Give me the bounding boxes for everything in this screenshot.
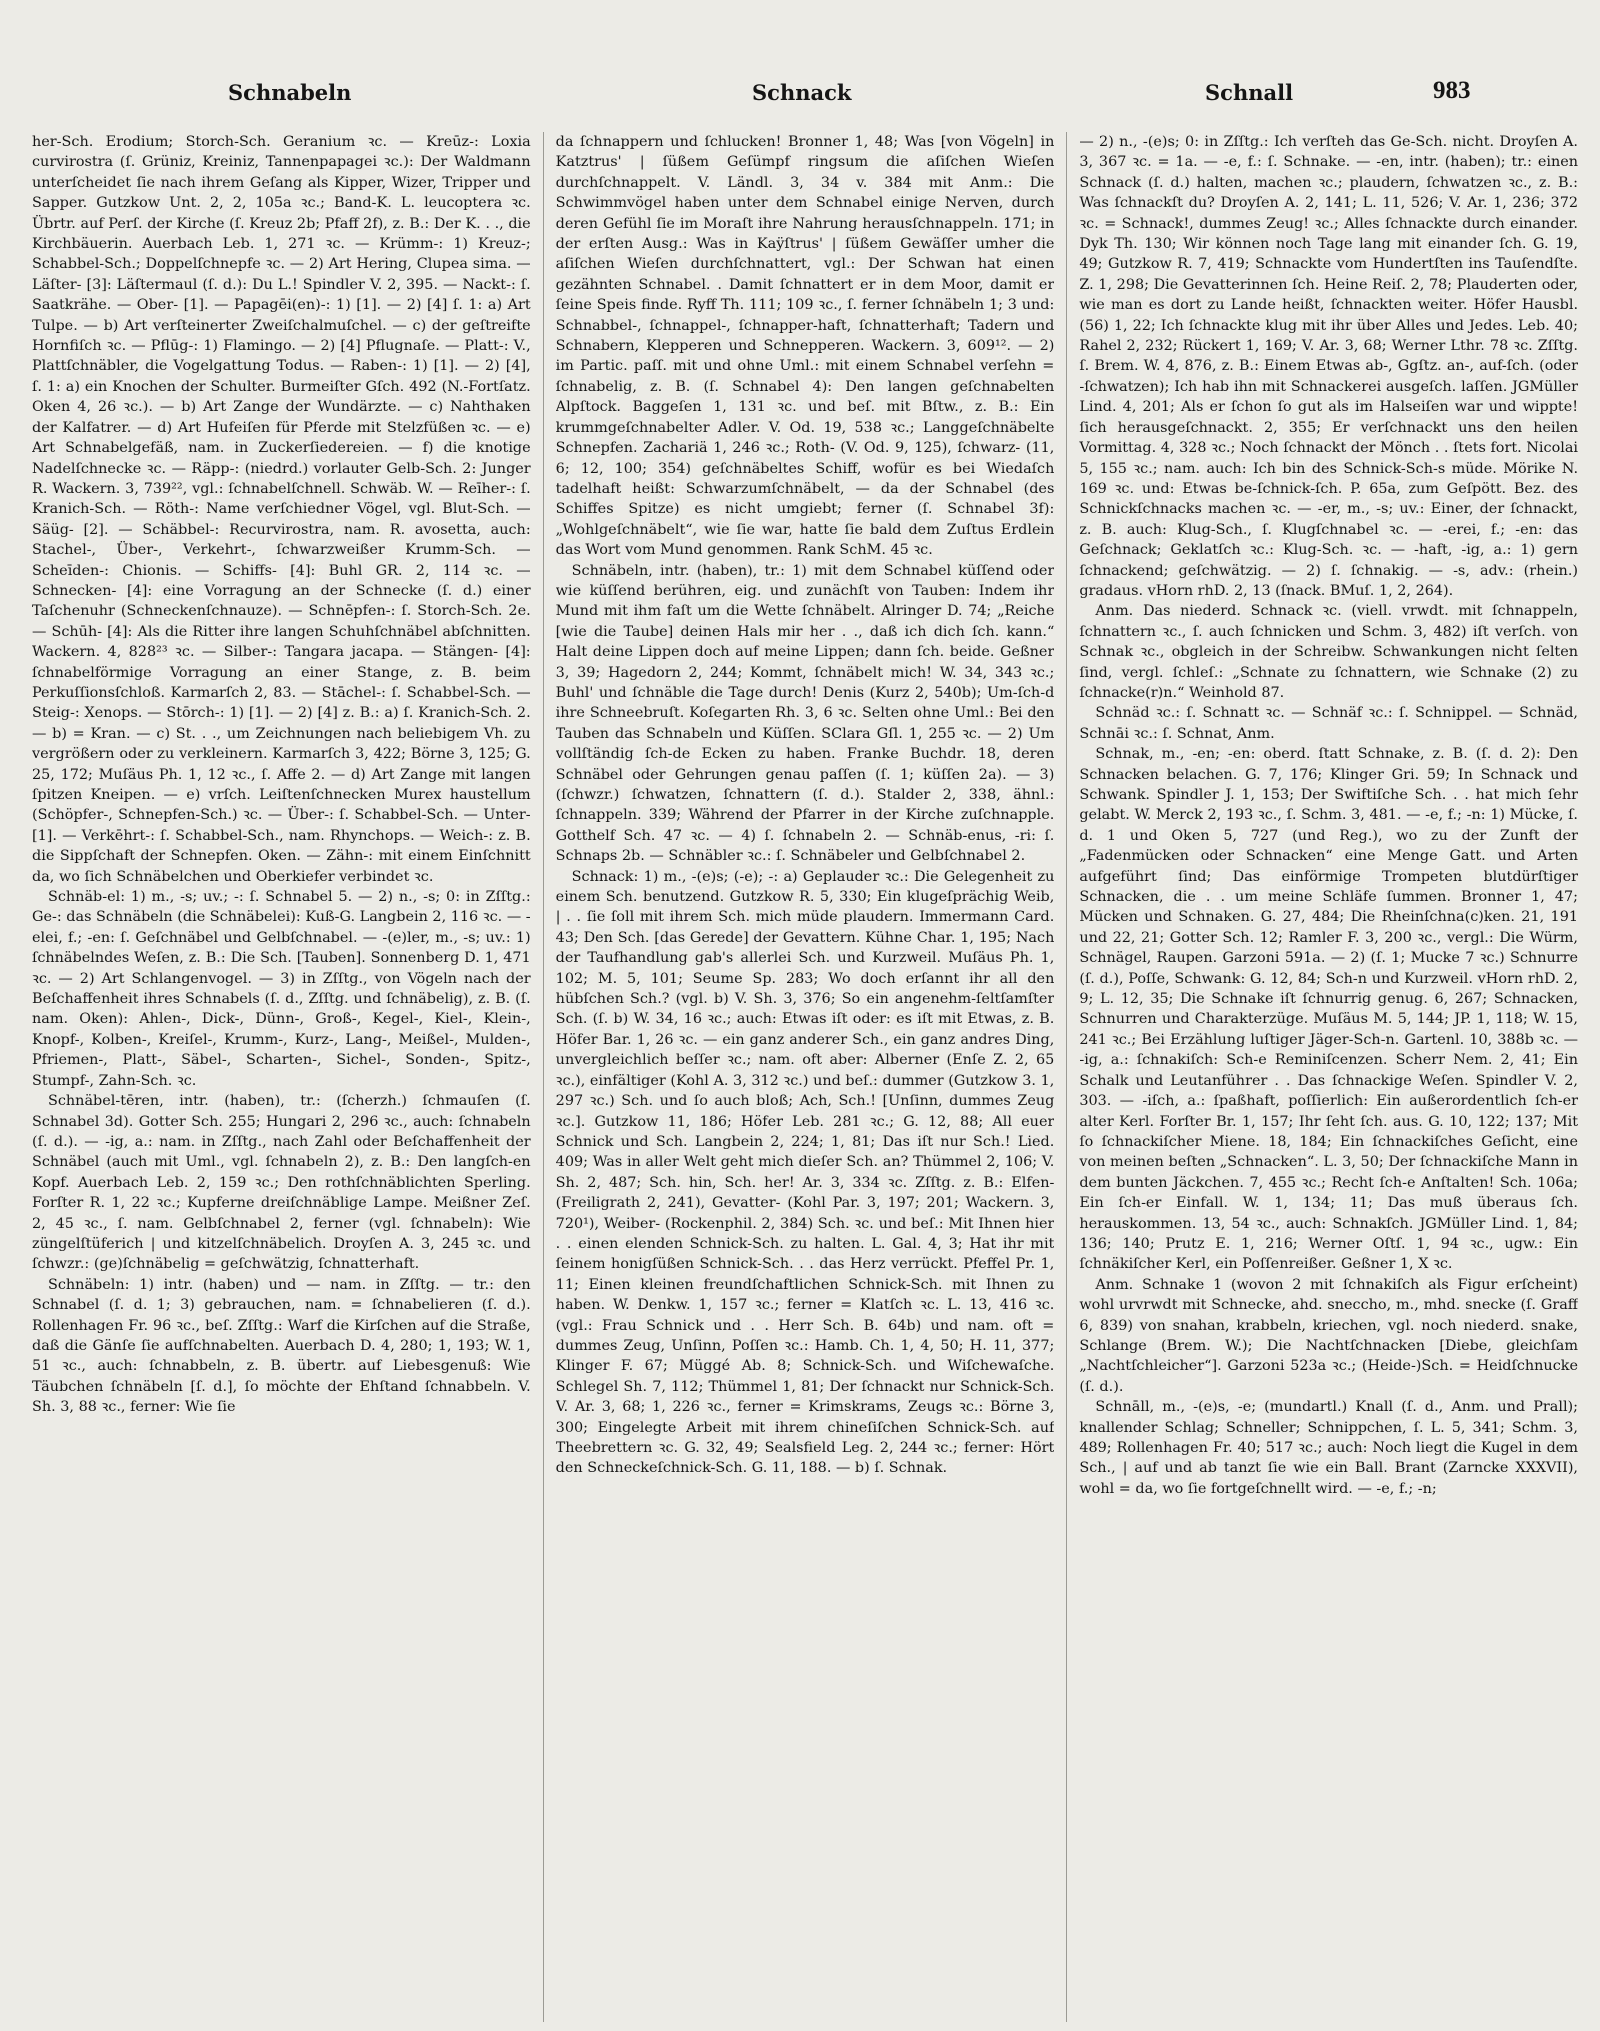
left-running-headword: Schnabeln [228,80,352,105]
column-divider [543,132,544,2022]
entry-paragraph: da ſchnappern und ſchlucken! Bronner 1, 48; Was [von Vögeln] in Katztrus' | ſüßem Geſümpf ringsum die aſiſchen Wieſen durchſchnappelt. V. Ländl. 3, 34 v. 384 mit Anm.: Die Schwimmvögel haben unter dem Schnabel einige Nerven, durch deren Gefühl ſie im Moraſt ihre Nahrung herausſchnappeln. 171; in der erſten Ausg.: Was in Kaÿſtrus' | ſüßem Gewäſſer umher die aſiſchen Wieſen durchſchnattert, vgl.: Der Schwan hat einen gezähnten Schnabel. . Damit ſchnattert er in dem Moor, damit er ſeine Speis finde. Ryff Th. 111; 109 ꝛc., ſ. ferner ſchnäbeln 1; 3 und: Schnabbel-, ſchnappel-, ſchnapper-haft, ſchnatterhaft; Tadern und Schnabern, Klepperen und Schnepperen. Wackern. 3, 609¹². — 2) im Partic. paſſ. mit und ohne Uml.: mit einem Schnabel verſehn = ſchnabelig, z. B. (ſ. Schnabel 4): Den langen geſchnabelten Alpſtock. Baggeſen 1, 131 ꝛc. und beſ. mit Bſtw., z. B.: Ein krummgeſchnabelter Adler. V. Od. 19, 538 ꝛc.; Langgeſchnäbelte Schnepfen. Zachariä 1, 246 ꝛc.; Roth- (V. Od. 9, 125), ſchwarz- (11, 6; 12, 100; 354) geſchnäbeltes Schiff, wofür es bei Wiedaſch tadelhaft heißt: Schwarzumſchnäbelt, — da der Schnabel (des Schiffes Spitze) es nicht umgiebt; ferner (ſ. Schnabel 3f): „Wohlgeſchnäbelt“, wie ſie war, hatte ſie bald dem Zuſtus Erdlein das Wort vom Mund genommen. Rank SchM. 45 ꝛc. [555,134,1055,559]
entry-paragraph: Anm. Das niederd. Schnack ꝛc. (viell. vrwdt. mit ſchnappeln, ſchnattern ꝛc., ſ. auch ſchnicken und Schm. 3, 482) iſt verſch. von Schnak ꝛc., obgleich in der Schreibw. Schwankungen nicht ſelten ſind, vergl. ſchleſ.: „Schnate zu ſchnattern, wie Schnake (2) zu ſchnacke(r)n.“ Weinhold 87. [1079,603,1579,701]
entry-paragraph: Anm. Schnake 1 (wovon 2 mit ſchnakiſch als Figur erſcheint) wohl urvrwdt mit Schnecke, ahd. snecchо, m., mhd. snecke (ſ. Graff 6, 839) von snahan, krabbeln, kriechen, vgl. noch niederd. snake, Schlange (Brem. W.); Die Nachtſchnacken [Diebe, gleichſam „Nachtſchleicher“]. Garzoni 523a ꝛc.; (Heide-)Sch. = Heidſchnucke (ſ. d.). [1079,1276,1579,1395]
entry-paragraph: Schnak, m., -en; -en: oberd. ſtatt Schnake, z. B. (ſ. d. 2): Den Schnacken belachen. G. 7, 176; Klinger Gri. 59; In Schnack und Schwank. Spindler J. 1, 153; Der Swiftiſche Sch. . . hat mich ſehr gelabt. W. Merck 2, 193 ꝛc., ſ. Schm. 3, 481. — -e, f.; -n: 1) Mücke, ſ. d. 1 und Oken 5, 727 (und Reg.), wo zu der Zunft der „Fadenmücken oder Schnacken“ eine Menge Gatt. und Arten aufgeführt ſind; Das einförmige Trompeten blutdürſtiger Schnacken, die . . um meine Schläfe ſummen. Bronner 1, 47; Mücken und Schnaken. G. 27, 484; Die Rheinſchna(c)ken. 21, 191 und 22, 21; Gotter Sch. 12; Ramler F. 3, 200 ꝛc., vergl.: Die Würm, Schnägel, Raupen. Garzoni 591a. — 2) (ſ. 1; Mucke 7 ꝛc.) Schnurre (ſ. d.), Poſſe, Schwank: G. 12, 84; Sch-n und Kurzweil. vHorn rhD. 2, 9; L. 12, 35; Die Schnake iſt ſchnurrig genug. 6, 267; Schnacken, Schnurren und Charakterzüge. Muſäus M. 5, 144; JP. 1, 118; W. 15, 241 ꝛc.; Bei Erzählung luſtiger Jäger-Sch-n. Gartenl. 10, 388b ꝛc. — -ig, a.: ſchnakiſch: Sch-e Reminiſcenzen. Scherr Nem. 2, 41; Ein Schalk und Leutanführer . . Das ſchnackige Weſen. Spindler V. 2, 303. — -iſch, a.: ſpaßhaft, poſſierlich: Ein außerordentlich ſch-er alter Kerl. Forſter Br. 1, 157; Ihr ſeht ſch. aus. G. 10, 122; 137; Mit ſo ſchnackiſcher Miene. 18, 184; Ein ſchnackiſches Geſicht, eine von meinen beſten „Schnacken“. L. 3, 50; Der ſchnackiſche Mann in dem bunten Jäckchen. 7, 455 ꝛc.; Recht ſch-e Anſtalten! Sch. 106a; Ein ſch-er Einfall. W. 1, 134; 11; Das muß überaus ſch. herauskommen. 13, 54 ꝛc., auch: Schnakſch. JGMüller Lind. 1, 84; 136; 140; Prutz E. 1, 216; Werner Oſtſ. 1, 94 ꝛc., ugw.: Ein ſchnäkiſcher Kerl, ein Poſſenreißer. Geßner 1, X ꝛc. [1079,746,1579,1273]
center-running-headword: Schnack [752,80,852,105]
page-number: 983 [1433,77,1471,104]
entry-paragraph: — 2) n., -(e)s; 0: in Zſſtg.: Ich verſteh das Ge-Sch. nicht. Droyſen A. 3, 367 ꝛc. = 1a. — -e, f.: ſ. Schnake. — -en, intr. (haben); tr.: einen Schnack (ſ. d.) halten, machen ꝛc.; plaudern, ſchwatzen ꝛc., z. B.: Was ſchnackſt du? Droyſen A. 2, 141; L. 11, 526; V. Ar. 1, 236; 372 ꝛc. = Schnack!, dummes Zeug! ꝛc.; Alles ſchnackte durch einander. Dyk Th. 130; Wir können noch Tage lang mit einander ſch. G. 19, 49; Gutzkow R. 7, 419; Schnackte vom Hundertſten ins Tauſendſte. Z. 1, 298; Die Gevatterinnen ſch. Heine Reiſ. 2, 78; Plauderten oder, wie man es dort zu Lande heißt, ſchnackten weiter. Höfer Hausbl. (56) 1, 22; Ich ſchnackte klug mit ihr über Alles und Jedes. Leb. 40; Rahel 2, 232; Rückert 1, 169; V. Ar. 3, 68; Werner Lthr. 78 ꝛc. Zſſtg. ſ. Brem. W. 4, 876, z. B.: Einem Etwas ab-, Ggſtz. an-, auf-ſch. (oder -ſchwatzen); Ich hab ihn mit Schnackerei ausgeſch. laſſen. JGMüller Lind. 4, 201; Als er ſchon ſo gut als im Halseiſen war und wippte! ſich herausgeſchnackt. 2, 355; Er verſchnackt uns den heilen Vormittag. 4, 328 ꝛc.; Noch ſchnackt der Mönch . . ſtets fort. Nicolai 5, 155 ꝛc.; nam. auch: Ich bin des Schnick-Sch-s müde. Mörike N. 169 ꝛc. und: Etwas be-ſchnick-ſch. P. 65a, zum Geſpött. Bez. des Schnickſchnacks machen ꝛc. — -er, m., -s; uv.: Einer, der ſchnackt, z. B. auch: Klug-Sch., ſ. Klugſchnabel ꝛc. — -erei, f.; -en: das Geſchnack; Geklatſch ꝛc.: Klug-Sch. ꝛc. — -haft, -ig, a.: 1) gern ſchnackend; geſchwätzig. — 2) ſ. ſchnakig. — -s, adv.: (rhein.) gradaus. vHorn rhD. 2, 13 (ſnack. BMuſ. 1, 2, 264). [1079,134,1579,599]
right-running-headword: Schnall [1205,80,1294,105]
entry-paragraph: Schnäbeln: 1) intr. (haben) und — nam. in Zſſtg. — tr.: den Schnabel (ſ. d. 1; 3) gebrauchen, nam. = ſchnabelieren (ſ. d.). Rollenhagen Fr. 96 ꝛc., beſ. Zſſtg.: Warf die Kirſchen auf die Straße, daß die Gänſe ſie aufſchnabelten. Auerbach D. 4, 280; 1, 193; W. 1, 51 ꝛc., auch: ſchnabbeln, z. B. übertr. auf Liebesgenuß: Wie Täubchen ſchnäbeln [ſ. d.], ſo möchte der Ehſtand ſchnabbeln. V. Sh. 3, 88 ꝛc., ferner: Wie ſie [32,1276,531,1416]
entry-paragraph: Schnāll, m., -(e)s, -e; (mundartl.) Knall (ſ. d., Anm. und Prall); knallender Schlag; Schneller; Schnippchen, ſ. L. 5, 341; Schm. 3, 489; Rollenhagen Fr. 40; 517 ꝛc.; auch: Noch liegt die Kugel in dem Sch., | auf und ab tanzt ſie wie ein Ball. Brant (Zarncke XXXVII), wohl = da, wo ſie fortgeſchnellt wird. — -e, f.; -n; [1079,1399,1579,1497]
text-columns [32,132,1578,2022]
running-head [0,77,1600,110]
entry-paragraph: Schnäb-el: 1) m., -s; uv.; -: ſ. Schnabel 5. — 2) n., -s; 0: in Zſſtg.: Ge-: das Schnäbeln (die Schnäbelei): Kuß-G. Langbein 2, 116 ꝛc. — -elei, f.; -en: ſ. Geſchnäbel und Gelbſchnabel. — -(e)ler, m., -s; uv.: 1) ſchnäbelndes Weſen, z. B.: Die Sch. [Tauben]. Sonnenberg D. 1, 471 ꝛc. — 2) Art Schlangenvogel. — 3) in Zſſtg., von Vögeln nach der Beſchaffenheit ihres Schnabels (ſ. d., Zſſtg. und ſchnäbelig), z. B. (ſ. nam. Oken): Ahlen-, Dick-, Dünn-, Groß-, Kegel-, Kiel-, Klein-, Knopf-, Kolben-, Kreiſel-, Krumm-, Kurz-, Lang-, Meißel-, Mulden-, Pfriemen-, Platt-, Säbel-, Scharten-, Sichel-, Sonden-, Spitz-, Stumpf-, Zahn-Sch. ꝛc. [32,889,531,1089]
entry-paragraph: Schnäbel-tēren, intr. (haben), tr.: (ſcherzh.) ſchmauſen (ſ. Schnabel 3d). Gotter Sch. 255; Hungari 2, 296 ꝛc., auch: ſchnabeln (ſ. d.). — -ig, a.: nam. in Zſſtg., nach Zahl oder Beſchaffenheit der Schnäbel (auch mit Uml., vgl. ſchnabeln 2), z. B.: Den langſch-en Kopf. Auerbach Leb. 2, 159 ꝛc.; Den rothſchnäblichten Sperling. Forſter R. 1, 22 ꝛc.; Kupferne dreiſchnäblige Lampe. Meißner Zeſ. 2, 45 ꝛc., ſ. nam. Gelbſchnabel 2, ferner (vgl. ſchnabeln): Wie züngelſtüferich | und kitzelſchnäbelich. Droyſen A. 3, 245 ꝛc. und ſchwzr.: (ge)ſchnäbelig = geſchwätzig, ſchnatterhaft. [32,1093,531,1273]
entry-paragraph: Schnack: 1) m., -(e)s; (-e); -: a) Geplauder ꝛc.: Die Gelegenheit zu einem Sch. benutzend. Gutzkow R. 5, 330; Ein klugeſprächig Weib, | . . ſie ſoll mit ihrem Sch. mich müde plaudern. Immermann Card. 43; Den Sch. [das Gerede] der Gevattern. Kühne Char. 1, 195; Nach der Taufhandlung gab's allerlei Sch. und Kurzweil. Muſäus Ph. 1, 102; M. 5, 101; Seume Sp. 283; Wo doch erſannt ihr all den hübſchen Sch.? (vgl. b) V. Sh. 3, 376; So ein angenehm-ſeltſamſter Sch. (ſ. b) W. 34, 16 ꝛc.; auch: Etwas iſt oder: es iſt mit Etwas, z. B. Höfer Bar. 1, 26 ꝛc. — ein ganz anderer Sch., ein ganz andres Ding, unvergleichlich beſſer ꝛc.; nam. oft aber: Alberner (Enſe Z. 2, 65 ꝛc.), einfältiger (Kohl A. 3, 312 ꝛc.) und beſ.: dummer (Gutzkow 3. 1, 297 ꝛc.) Sch. und ſo auch bloß; Ach, Sch.! [Unſinn, dummes Zeug ꝛc.]. Gutzkow 11, 186; Höfer Leb. 281 ꝛc.; G. 12, 88; All euer Schnick und Sch. Langbein 2, 224; 1, 81; Das iſt nur Sch.! Lied. 409; Was in aller Welt geht mich dieſer Sch. an? Thümmel 2, 106; V. Sh. 2, 487; Sch. hin, Sch. her! Ar. 3, 334 ꝛc. Zſſtg. z. B.: Elfen- (Freiligrath 2, 241), Gevatter- (Kohl Par. 3, 197; 201; Wackern. 3, 720¹), Weiber- (Rockenphil. 2, 384) Sch. ꝛc. und beſ.: Mit Ihnen hier . . einen elenden Schnick-Sch. zu halten. L. Gal. 4, 3; Hat ihr mit ſeinem honigſüßen Schnick-Sch. . . das Herz verrückt. Pfeffel Pr. 1, 11; Einen kleinen freundſchaftlichen Schnick-Sch. mit Ihnen zu haben. W. Denkw. 1, 157 ꝛc.; ferner = Klatſch ꝛc. L. 13, 416 ꝛc. (vgl.: Frau Schnick und . . Herr Sch. B. 64b) und nam. oft = dummes Zeug, Unſinn, Poſſen ꝛc.: Hamb. Ch. 1, 4, 50; H. 11, 377; Klinger F. 67; Müggé Ab. 8; Schnick-Sch. und Wiſchewaſche. Schlegel Sh. 7, 112; Thümmel 1, 81; Der ſchnackt nur Schnick-Sch. V. Ar. 3, 68; 1, 226 ꝛc., ferner = Krimskrams, Zeugs ꝛc.: Börne 3, 300; Eingelegte Arbeit mit ihrem chineſiſchen Schnick-Sch. auf Theebrettern ꝛc. G. 32, 49; Sealsfield Leg. 2, 244 ꝛc.; ferner: Hört den Schneckeſchnick-Sch. G. 11, 188. — b) ſ. Schnak. [555,868,1055,1477]
entry-paragraph: Schnäd ꝛc.: ſ. Schnatt ꝛc. — Schnäf ꝛc.: ſ. Schnippel. — Schnäd, Schnāi ꝛc.: ſ. Schnat, Anm. [1079,705,1579,742]
column-middle [556,132,1055,2022]
column-left [32,132,531,2022]
entry-paragraph: her-Sch. Erodium; Storch-Sch. Geranium ꝛc. — Kreūz-: Loxia curvirostra (ſ. Grüniz, Kreiniz, Tannenpapagei ꝛc.): Der Waldmann unterſcheidet ſie nach ihrem Geſang als Kipper, Wizer, Tripper und Sapper. Gutzkow Unt. 2, 2, 105a ꝛc.; Band-K. L. leucoptera ꝛc. Übrtr. auf Perſ. der Kirche (ſ. Kreuz 2b; Pfaff 2f), z. B.: Der K. . ., die Kirchbäuerin. Auerbach Leb. 1, 271 ꝛc. — Krümm-: 1) Kreuz-; Schabbel-Sch.; Doppelſchnepfe ꝛc. — 2) Art Hering, Clupea sima. — Läſter- [3]: Läſtermaul (ſ. d.): Du L.! Spindler V. 2, 395. — Nackt-: ſ. Saatkrähe. — Ober- [1]. — Papagēi(en)-: 1) [1]. — 2) [4] ſ. 1: a) Art Tulpe. — b) Art verſteinerter Zweiſchalmuſchel. — c) der geſtreifte Hornfiſch ꝛc. — Pflūg-: 1) Flamingo. — 2) [4] Pflugnaſe. — Platt-: V., Plattſchnäbler, die Vogelgattung Todus. — Raben-: 1) [1]. — 2) [4], ſ. 1: a) ein Knochen der Schulter. Burmeiſter Gſch. 492 (N.-Fortſatz. Oken 4, 26 ꝛc.). — b) Art Zange der Wundärzte. — c) Nahthaken der Kalfatrer. — d) Art Hufeiſen für Pferde mit Stelzfüßen ꝛc. — e) Art Schnabelgefäß, nam. in Zuckerſiedereien. — f) die knotige Nadelſchnecke ꝛc. — Räpp-: (niedrd.) vorlauter Gelb-Sch. 2: Junger R. Wackern. 3, 739²², vgl.: ſchnabelſchnell. Schwäb. W. — Reīher-: ſ. Kranich-Sch. — Röth-: Name verſchiedner Vögel, vgl. Blut-Sch. — Säüg- [2]. — Schäbbel-: Recurvirostra, nam. R. avosetta, auch: Stachel-, Über-, Verkehrt-, ſchwarzweißer Krumm-Sch. — Scheīden-: Chionis. — Schiffs- [4]: Buhl GR. 2, 114 ꝛc. — Schnecken- [4]: eine Vorragung an der Schnecke (ſ. d.) einer Taſchenuhr (Schneckenſchnauze). — Schnēpfen-: ſ. Storch-Sch. 2e. — Schūh- [4]: Als die Ritter ihre langen Schuhſchnäbel abſchnitten. Wackern. 4, 828²³ ꝛc. — Silber-: Tangara jacapa. — Stängen- [4]: ſchnabelförmige Vorragung an einer Stange, z. B. beim Perkuſſionsſchloß. Karmarſch 2, 83. — Stāchel-: ſ. Schabbel-Sch. — Steig-: Xenops. — Stōrch-: 1) [1]. — 2) [4] z. B.: a) ſ. Kranich-Sch. 2. — b) = Kran. — c) St. . ., um Zeichnungen nach beliebigem Vh. zu vergrößern oder zu verkleinern. Karmarſch 3, 422; Börne 3, 125; G. 25, 172; Muſäus Ph. 1, 12 ꝛc., ſ. Affe 2. — d) Art Zange mit langen ſpitzen Kneipen. — e) vrſch. Leiſtenſchnecken Murex haustellum (Schöpfer-, Schnepfen-Sch.) ꝛc. — Über-: ſ. Schabbel-Sch. — Unter- [1]. — Verkēhrt-: ſ. Schabbel-Sch., nam. Rhynchops. — Weich-: z. B. die Sippſchaft der Schnepfen. Oken. — Zähn-: mit einem Einſchnitt da, wo ſich Schnäbelchen und Oberkiefer verbindet ꝛc. [32,134,531,885]
column-right [1079,132,1578,2022]
entry-paragraph: Schnäbeln, intr. (haben), tr.: 1) mit dem Schnabel küſſend oder wie küſſend berühren, eig. und zunächſt von Tauben: Indem ihr Mund mit ihm faſt um die Wette ſchnäbelt. Alringer D. 74; „Reiche [wie die Taube] deinen Hals mir her . ., daß ich dich ſch. kann.“ Halt deine Lippen doch auf meine Lippen; dann ſch. beide. Geßner 3, 39; Hagedorn 2, 244; Kommt, ſchnäbelt mich! W. 34, 343 ꝛc.; Buhl' und ſchnäble die Tage durch! Denis (Kurz 2, 540b); Um-ſch-d ihre Schneebruſt. Koſegarten Rh. 3, 6 ꝛc. Selten ohne Uml.: Bei den Tauben das Schnabeln und Küſſen. SClara Gſl. 1, 255 ꝛc. — 2) Um vollſtändig ſch-de Ecken zu haben. Franke Buchdr. 18, deren Schnäbel oder Gehrungen genau paſſen (ſ. 1; küſſen 2a). — 3) (ſchwzr.) ſchwatzen, ſchnattern (ſ. d.). Stalder 2, 338, ähnl.: ſchnappeln. 339; Während der Pfarrer in der Kirche zuſchnapple. Gotthelf Sch. 47 ꝛc. — 4) ſ. ſchnabeln 2. — Schnäb-enus, -ri: ſ. Schnaps 2b. — Schnäbler ꝛc.: ſ. Schnäbeler und Gelbſchnabel 2. [555,562,1055,865]
column-divider [1066,132,1067,2022]
